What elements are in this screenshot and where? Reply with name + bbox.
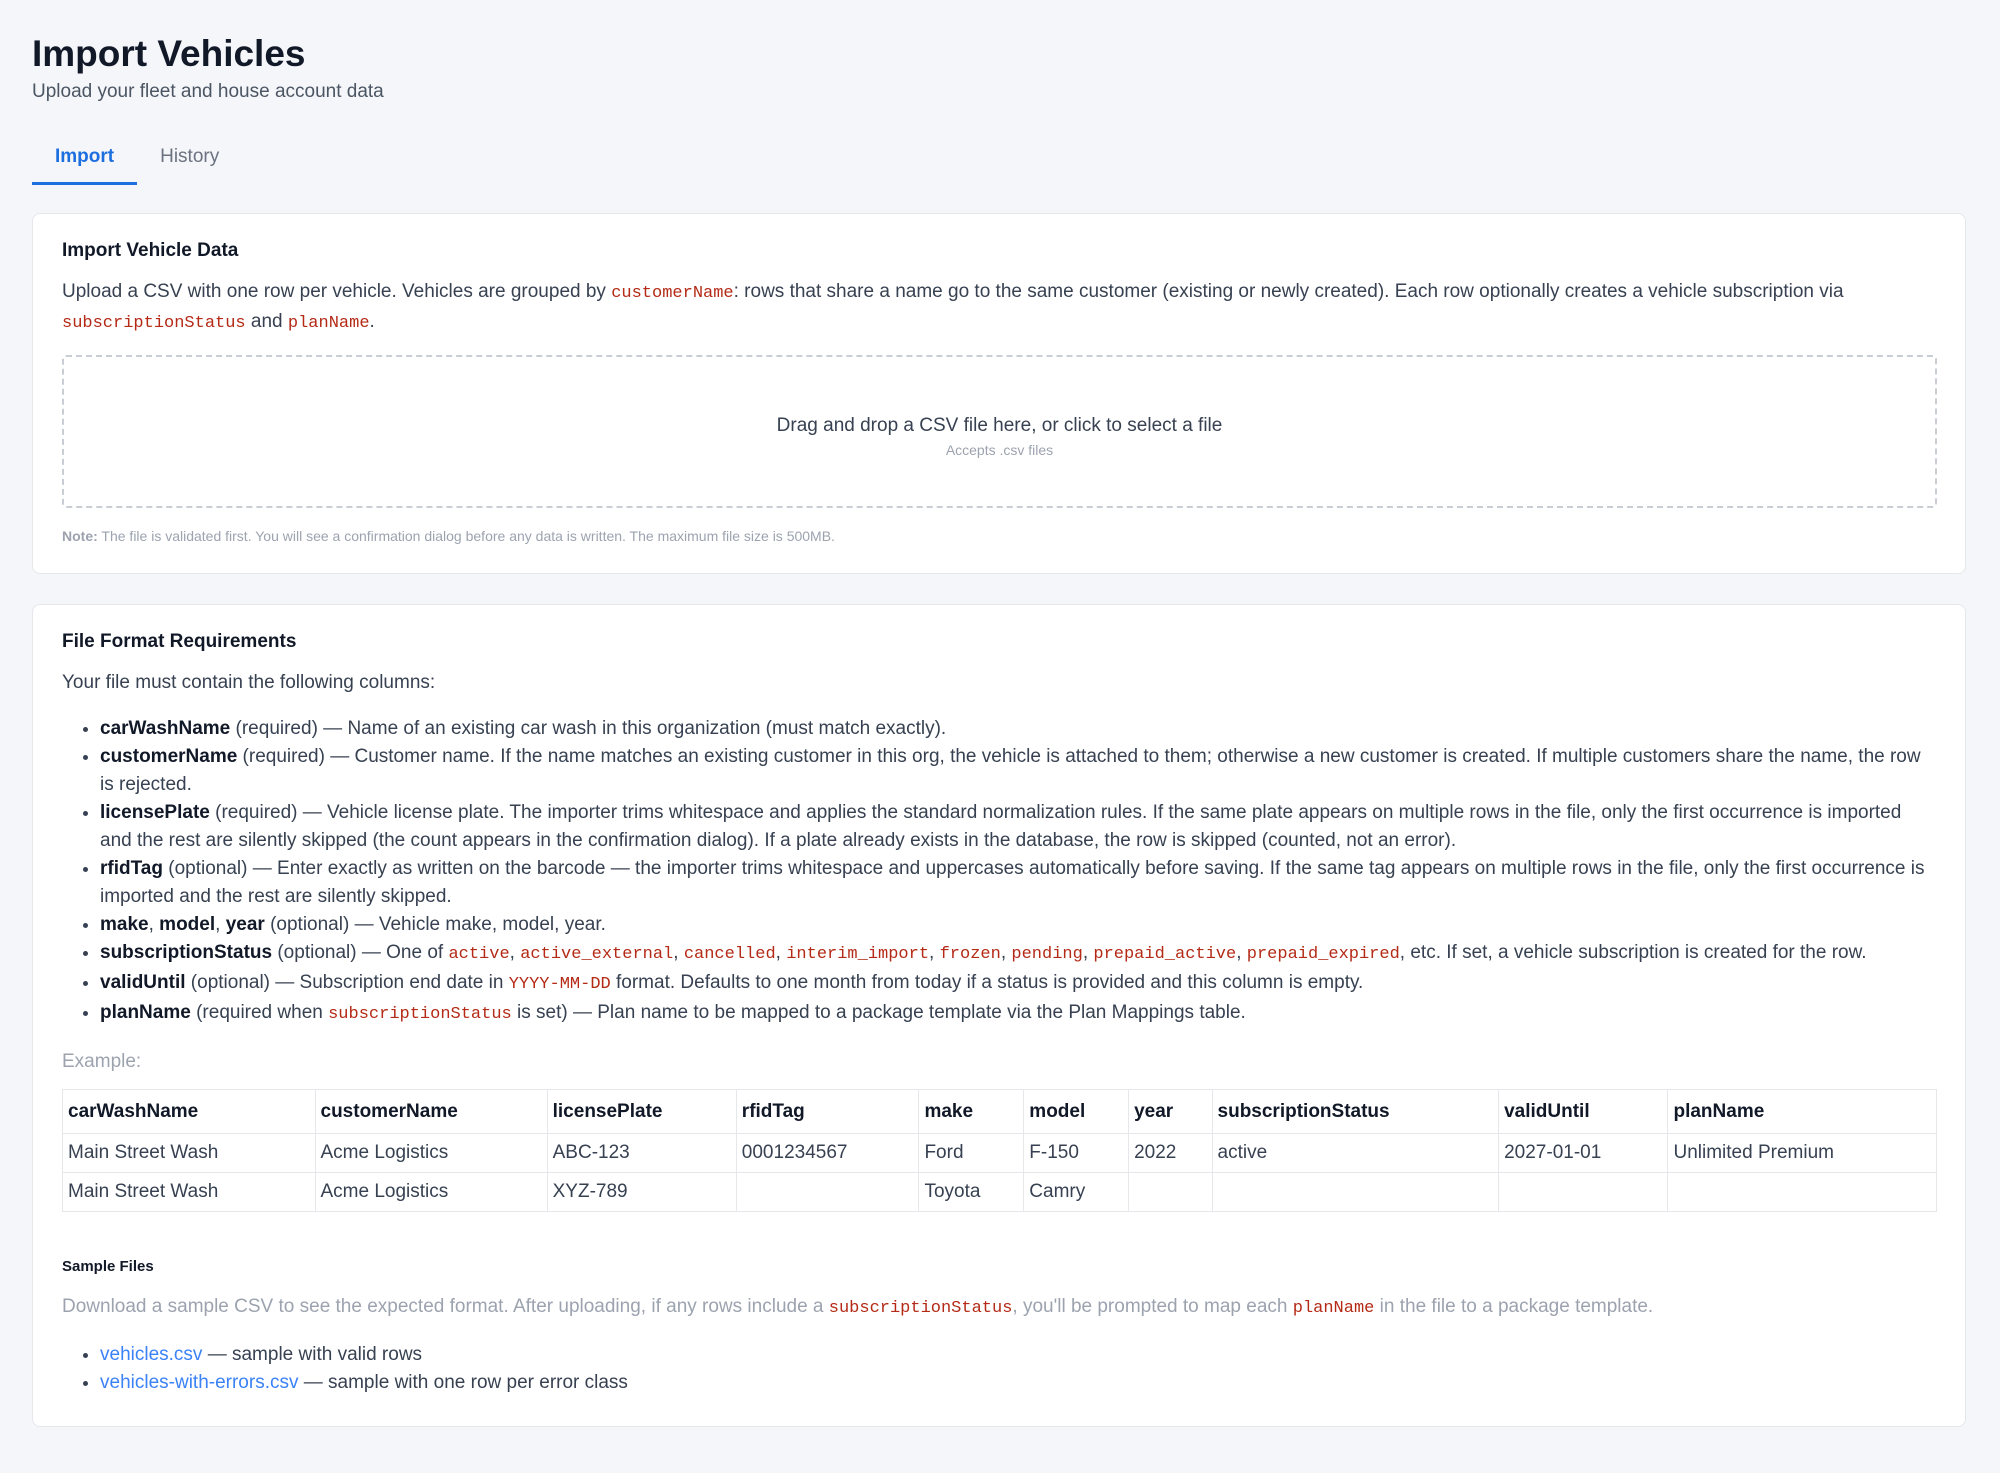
note-text: The file is validated first. You will see a confirmation dialog before any data is written. The maximum file size is 500MB. <box>97 528 835 544</box>
table-cell: Acme Logistics <box>315 1134 547 1173</box>
table-header-cell: planName <box>1668 1090 1937 1134</box>
table-header-cell: year <box>1129 1090 1212 1134</box>
table-header-cell: licensePlate <box>547 1090 736 1134</box>
import-card-title: Import Vehicle Data <box>62 240 239 261</box>
import-desc-text: : rows that share a name go to the same customer (existing or newly created). Each row optionally creates a vehicle subscription via <box>733 281 1844 302</box>
table-cell: XYZ-789 <box>547 1173 736 1212</box>
sample-file-desc: — sample with valid rows <box>202 1344 423 1365</box>
status-code-list <box>448 942 1399 963</box>
separator: , <box>148 914 160 935</box>
list-item <box>100 743 1937 799</box>
status-code: active <box>448 945 510 964</box>
download-vehicles-csv-link[interactable]: vehicles.csv <box>100 1344 203 1365</box>
separator: , <box>509 942 521 963</box>
status-code: prepaid_expired <box>1246 945 1400 964</box>
table-cell: Camry <box>1024 1173 1129 1212</box>
list-item <box>100 799 1937 855</box>
table-cell: active <box>1212 1134 1499 1173</box>
status-code: prepaid_active <box>1093 945 1237 964</box>
code-subscription-status: subscriptionStatus <box>328 1005 512 1024</box>
import-description <box>62 278 1937 338</box>
field-name: year <box>225 914 265 935</box>
page-subtitle: Upload your fleet and house account data <box>32 81 384 102</box>
list-item <box>100 911 1937 939</box>
tab-history[interactable]: History <box>160 146 220 167</box>
table-cell <box>1668 1173 1937 1212</box>
table-header-cell: customerName <box>315 1090 547 1134</box>
field-name: subscriptionStatus <box>100 942 273 963</box>
status-code: interim_import <box>786 945 930 964</box>
tab-import[interactable]: Import <box>32 132 137 185</box>
table-cell: Main Street Wash <box>63 1134 316 1173</box>
separator: , <box>1236 942 1247 963</box>
field-name: make <box>100 914 149 935</box>
table-cell: F-150 <box>1024 1134 1129 1173</box>
separator: , <box>1082 942 1094 963</box>
field-desc: is set) — Plan name to be mapped to a package template via the Plan Mappings table. <box>511 1002 1246 1023</box>
separator: , <box>775 942 787 963</box>
separator: , <box>1000 942 1012 963</box>
list-item <box>100 969 1937 999</box>
field-name: carWashName <box>100 718 231 739</box>
table-cell: 0001234567 <box>736 1134 919 1173</box>
table-cell: ABC-123 <box>547 1134 736 1173</box>
code-plan-name: planName <box>287 314 370 333</box>
requirements-list <box>62 715 1937 1029</box>
sample-desc-text: Download a sample CSV to see the expected format. After uploading, if any rows include a <box>62 1296 829 1317</box>
table-cell: Acme Logistics <box>315 1173 547 1212</box>
list-item <box>100 939 1937 969</box>
status-code: pending <box>1011 945 1083 964</box>
table-cell <box>736 1173 919 1212</box>
format-card <box>32 604 1966 1427</box>
table-row <box>63 1134 1937 1173</box>
import-desc-text: Upload a CSV with one row per vehicle. Vehicles are grouped by <box>62 281 612 302</box>
status-code: frozen <box>939 945 1001 964</box>
list-item <box>100 715 1937 743</box>
field-desc: (optional) — Enter exactly as written on the barcode — the importer trims whitespace and uppercases automatically before saving. If the same tag appears on multiple rows in the file, only the first occurrence is imported and the rest are silently skipped. <box>100 858 1925 907</box>
format-intro: Your file must contain the following columns: <box>62 672 436 693</box>
table-header-cell: rfidTag <box>736 1090 919 1134</box>
table-cell: 2022 <box>1129 1134 1212 1173</box>
field-desc: (required) — Customer name. If the name matches an existing customer in this org, the vehicle is attached to them; otherwise a new customer is created. If multiple customers share the name, the row is rejected. <box>100 746 1921 795</box>
code-subscription-status: subscriptionStatus <box>828 1299 1013 1318</box>
field-name: customerName <box>100 746 238 767</box>
table-cell <box>1212 1173 1499 1212</box>
import-card <box>32 213 1966 574</box>
separator: , <box>929 942 940 963</box>
field-desc: (required) — Name of an existing car wash in this organization (must match exactly). <box>230 718 947 739</box>
table-cell <box>1499 1173 1668 1212</box>
code-plan-name: planName <box>1292 1299 1375 1318</box>
import-desc-text: and <box>245 311 288 332</box>
format-card-title: File Format Requirements <box>62 631 297 652</box>
table-cell: 2027-01-01 <box>1499 1134 1668 1173</box>
table-cell <box>1129 1173 1212 1212</box>
list-item <box>100 1369 1937 1397</box>
code-subscription-status: subscriptionStatus <box>62 314 246 333</box>
code-customer-name: customerName <box>611 284 734 303</box>
table-cell: Ford <box>919 1134 1024 1173</box>
import-desc-text: . <box>369 311 375 332</box>
table-body <box>63 1134 1937 1212</box>
status-code: active_external <box>520 945 674 964</box>
table-header-cell: carWashName <box>63 1090 316 1134</box>
dropzone-sub-text: Accepts .csv files <box>945 442 1054 458</box>
download-vehicles-with-errors-csv-link[interactable]: vehicles-with-errors.csv <box>100 1372 299 1393</box>
example-table <box>62 1089 1937 1212</box>
sample-file-desc: — sample with one row per error class <box>298 1372 628 1393</box>
list-item <box>100 1341 1937 1369</box>
sample-files-title: Sample Files <box>62 1258 154 1275</box>
dropzone-main-text: Drag and drop a CSV file here, or click to select a file <box>776 415 1223 436</box>
field-name: rfidTag <box>100 858 163 879</box>
field-desc: (optional) — Subscription end date in <box>185 972 509 993</box>
table-cell: Main Street Wash <box>63 1173 316 1212</box>
table-header-cell: make <box>919 1090 1024 1134</box>
date-format-code: YYYY-MM-DD <box>508 975 611 994</box>
table-cell: Unlimited Premium <box>1668 1134 1937 1173</box>
sample-desc-text: , you'll be prompted to map each <box>1012 1296 1293 1317</box>
table-header-cell: model <box>1024 1090 1129 1134</box>
example-label: Example: <box>62 1051 142 1072</box>
sample-files-description <box>62 1293 1937 1323</box>
csv-dropzone[interactable] <box>62 355 1937 508</box>
table-header-cell: subscriptionStatus <box>1212 1090 1499 1134</box>
field-desc: (optional) — Vehicle make, model, year. <box>264 914 606 935</box>
list-item <box>100 999 1937 1029</box>
page-title: Import Vehicles <box>32 33 306 74</box>
field-desc: format. Defaults to one month from today if a status is provided and this column is empty. <box>610 972 1364 993</box>
field-name: validUntil <box>100 972 186 993</box>
field-desc: (required) — Vehicle license plate. The importer trims whitespace and applies the standard normalization rules. If the same plate appears on multiple rows in the file, only the first occurrence is imported and the rest are silently skipped (the count appears in the confirmation dialog). If a plate already exists in the database, the row is skipped (counted, not an error). <box>100 802 1902 851</box>
table-header-row <box>63 1090 1937 1134</box>
field-name: planName <box>100 1002 191 1023</box>
field-desc: , etc. If set, a vehicle subscription is created for the row. <box>1399 942 1867 963</box>
note-label: Note: <box>62 528 98 544</box>
field-desc: (required when <box>190 1002 329 1023</box>
tab-bar <box>32 132 1968 185</box>
table-row <box>63 1173 1937 1212</box>
upload-note <box>62 528 1937 544</box>
sample-files-list <box>62 1341 1937 1397</box>
sample-desc-text: in the file to a package template. <box>1374 1296 1654 1317</box>
status-code: cancelled <box>683 945 776 964</box>
field-name: licensePlate <box>100 802 210 823</box>
field-desc: (optional) — One of <box>272 942 449 963</box>
separator: , <box>673 942 684 963</box>
table-header-cell: validUntil <box>1499 1090 1668 1134</box>
table-cell: Toyota <box>919 1173 1024 1212</box>
field-name: model <box>159 914 216 935</box>
list-item <box>100 855 1937 911</box>
separator: , <box>215 914 226 935</box>
